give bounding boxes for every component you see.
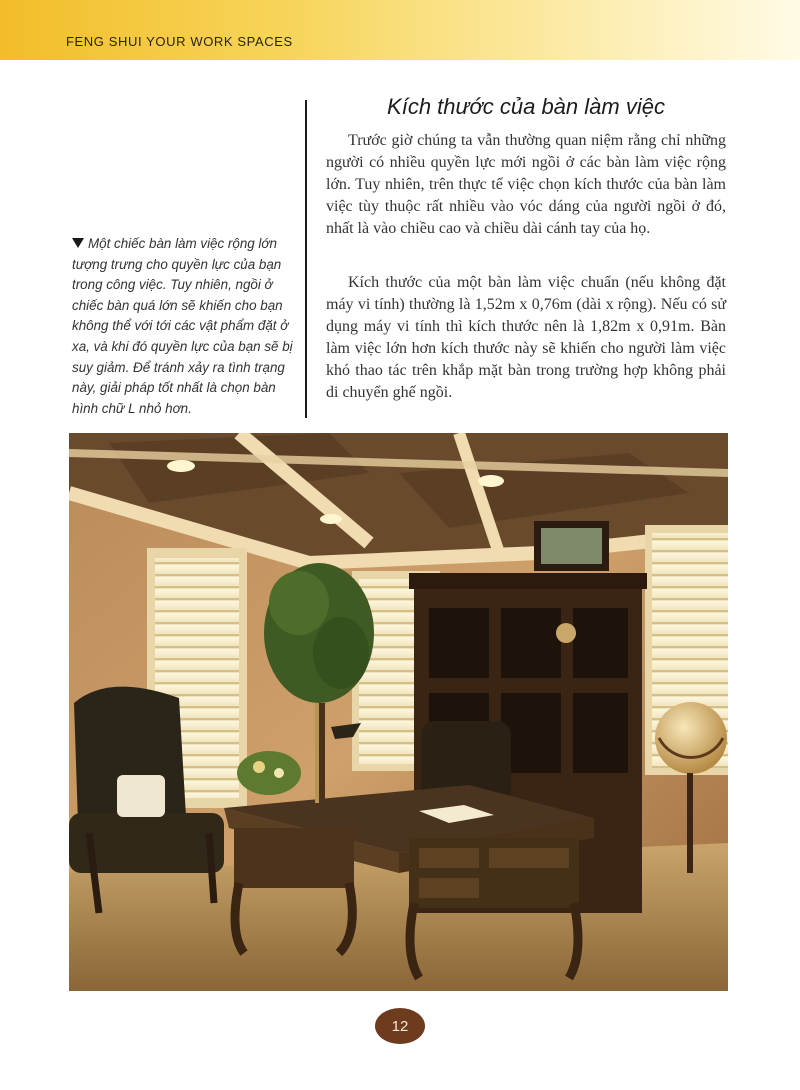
running-title: FENG SHUI YOUR WORK SPACES xyxy=(66,34,293,49)
page-number-badge xyxy=(375,1008,425,1044)
triangle-down-icon xyxy=(72,238,84,248)
paragraph-1: Trước giờ chúng ta vẫn thường quan niệm rằng chỉ những người có nhiều quyền lực mới ngồi ở các bàn làm việc rộng lớn. Tuy nhiên, trên thực tế việc chọn kích thước của bàn làm việc tùy thuộc rất nhiều vào vóc dáng của người ngồi ở đó, nhất là vào chiều cao và chiều dài cánh tay của họ. xyxy=(326,132,726,237)
caption-text: Một chiếc bàn làm việc rộng lớn tượng trưng cho quyền lực của bạn trong công việc. Tuy nhiên, ngồi ở chiếc bàn quá lớn sẽ khiến cho bạn không thể với tới các vật phẩm đặt ở xa, và khi đó quyền lực của bạn sẽ bị suy giảm. Để tránh xảy ra tình trạng này, giải pháp tốt nhất là chọn bàn hình chữ L nhỏ hơn. xyxy=(72,236,293,416)
vertical-divider xyxy=(305,100,307,418)
section-heading: Kích thước của bàn làm việc xyxy=(387,94,665,119)
page-number: 12 xyxy=(391,1017,409,1035)
header-band xyxy=(0,0,800,60)
office-photo xyxy=(69,433,728,991)
paragraph-2: Kích thước của một bàn làm việc chuẩn (nếu không đặt máy vi tính) thường là 1,52m x 0,76m (dài x rộng). Nếu có sử dụng máy vi tính thì kích thước nên là 1,82m x 0,91m. Bàn làm việc lớn hơn kích thước này sẽ khiến cho người làm việc khó thao tác trên khắp mặt bàn trong trường hợp không phải di chuyển ghế ngồi. xyxy=(326,274,726,401)
photo-caption xyxy=(72,234,294,419)
